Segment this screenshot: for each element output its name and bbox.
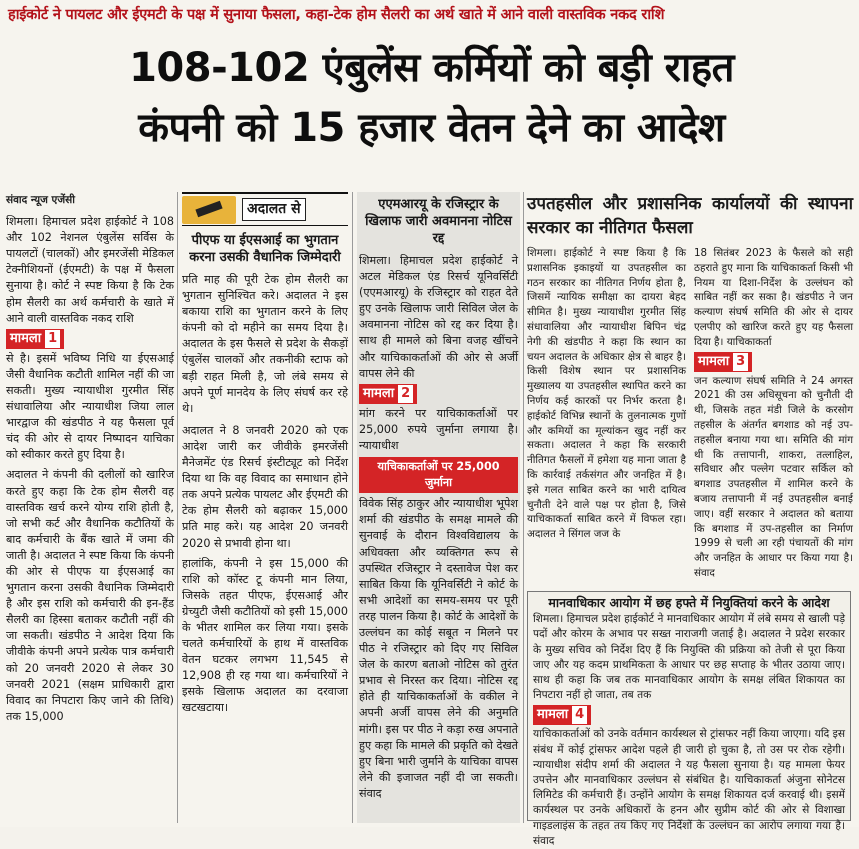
- section-tag-box: [182, 192, 348, 226]
- col2-paragraph-2: अदालत ने 8 जनवरी 2020 को एक आदेश जारी कर जीवीके इमरजेंसी मैनेजमेंट एंड रिसर्च इंस्टीट्यूट को निर्देश दिया था कि वह विवाद का समाधान होने तक अपने प्रत्येक पायलट और ईएमटी की टेक होम सैलरी को बढ़ाकर 15,000 प्रति माह करे। यह आदेश 20 जनवरी 2020 से प्रभावी होना था।: [182, 423, 348, 550]
- case-badge-2: [359, 382, 518, 406]
- case-badge-label: मामला: [10, 330, 42, 346]
- col4-right-block: [694, 246, 853, 581]
- col4-left-text: शिमला। हाईकोर्ट ने स्पष्ट किया है कि प्रशासनिक इकाइयों या उपतहसील का गठन सरकार का नीतिगत निर्णय होता है, जिसमें न्यायिक समीक्षा का दायरा बेहद सीमित है। मुख्य न्यायाधीश गुरमीत सिंह संधावालिया और न्यायाधीश बिपिन चंद्र नेगी की खंडपीठ ने कहा कि स्थान का चयन अदालत के अधिकार क्षेत्र से बाहर है। किसी विशेष स्थान पर प्रशासनिक मुख्यालय या उपतहसील स्थापित करने का निर्णय कई कारकों पर निर्भर करता है। हाईकोर्ट विभिन्न स्थानों के तुलनात्मक गुणों और कमियों का मूल्यांकन खुद नहीं कर सकता। अदालत ने कहा कि सरकारी नीतिगत फैसलों में हमेशा यह माना जाता है कि कार्रवाई तर्कसंगत और जनहित में है। इसे गलत साबित करने का भारी दायित्व चुनौती देने वाले पक्ष पर होता है, जिसे याचिकाकर्ता साबित करने में विफल रहा। अदालत ने सिंगल जज के: [527, 247, 686, 541]
- fine-highlight: याचिकाकर्ताओं पर 25,000 जुर्माना: [359, 457, 518, 493]
- col1-paragraph-2: अदालत ने कंपनी की दलीलों को खारिज करते हुए कहा कि टेक होम सैलरी वह वास्तविक खर्च करने योग्य राशि होती है, जो सभी कर्ट और वैधानिक कटौतियों के बाद कर्मचारी के बैंक खाते में जमा की जाती है। अदालत ने स्पष्ट किया कि कंपनी की ओर से पीएफ या ईएसआई का भुगतान करना उसकी वैधानिक जिम्मेदारी है और इस राशि को कर्मचारी की इन-हैंड सैलरी का हिस्सा बताकर कटौती नहीं की जा सकती। खंडपीठ ने आदेश दिया कि जीवीके कंपनी अपने प्रत्येक पात्र कर्मचारी को 20 जनवरी 2020 से लेकर 30 जनवरी 2021 (सक्षम प्राधिकारी द्वारा विवाद का निपटारा किए जाने की तिथि) तक 15,000: [6, 468, 174, 723]
- column-divider: [352, 192, 353, 823]
- case-badge-3: [694, 350, 853, 374]
- story-column-1: [6, 192, 174, 823]
- col2-paragraph-1: प्रति माह की पूरी टेक होम सैलरी का भुगतान सुनिश्चित करे। अदालत ने इस बकाया राशि का भुगतान करने के लिए कंपनी को दो महीने का समय दिया है। अदालत के इस फैसले से प्रदेश के सैकड़ों एंबुलेंस चालकों और तकनीकी स्टाफ को बड़ी राहत मिली है, जो लंबे समय से अपने पूर्ण मानदेय के लिए संघर्ष कर रहे थे।: [182, 273, 348, 415]
- col4-right-text-a: 18 सितंबर 2023 के फैसले को सही ठहराते हुए माना कि याचिकाकर्ता किसी भी नियम या दिशा-निर्देश के उल्लंघन को साबित नहीं कर सका है। खंडपीठ ने जन कल्याण संघर्ष समिति की ओर से दायर एलपीए को खारिज करते हुए यह फैसला दिया है। याचिकाकर्ता: [694, 247, 853, 348]
- headline-line-1: 108-102 एंबुलेंस कर्मियों को बड़ी राहत: [129, 45, 734, 91]
- case-badge-1: [6, 327, 174, 351]
- case-badge-4: [533, 703, 845, 727]
- col4-body: [527, 246, 853, 581]
- case-badge-label: मामला: [537, 707, 569, 723]
- story-column-3: [357, 192, 520, 823]
- col2-subheadline: पीएफ या ईएसआई का भुगतान करना उसकी वैधानिक जिम्मेदारी: [189, 233, 341, 265]
- col1-paragraph-1: शिमला। हिमाचल प्रदेश हाईकोर्ट ने 108 और 102 नेशनल एंबुलेंस सर्विस के पायलटों (चालकों) और इमरजेंसी मेडिकल टेक्नीशियनों (ईएमटी) के पक्ष में फैसला सुनाया है। कोर्ट ने स्पष्ट किया है कि टेक होम सैलरी का अर्थ कर्मचारी के खाते में आने वाली वास्तविक नकद राशि: [6, 215, 174, 325]
- main-headline: [18, 38, 845, 158]
- col3-paragraph-1: शिमला। हिमाचल प्रदेश हाईकोर्ट ने अटल मेडिकल एंड रिसर्च यूनिवर्सिटी (एएमआरयू) के रजिस्ट्रार को राहत देते हुए उनके खिलाफ जारी सिविल जेल के अवमानना नोटिस को रद्द कर दिया है। साथ ही मामले को बिना वजह खींचने और याचिकाकर्ताओं की ओर से अर्जी वापस लेने की: [359, 254, 518, 380]
- byline: संवाद न्यूज एजेंसी: [6, 194, 75, 206]
- col2-paragraph-3: हालांकि, कंपनी ने इस 15,000 की राशि को कॉस्ट टू कंपनी मान लिया, जिसके तहत पीएफ, ईएसआई और ग्रेच्युटी जैसी कटौतियों को इसी 15,000 के भीतर शामिल कर लिया गया। इसके चलते कर्मचारियों के हाथ में वास्तविक वेतन घटकर लगभग 11,545 से 12,908 ही रह गया था। कर्मचारियों ने इसके खिलाफ अदालत का दरवाजा खटखटाया।: [182, 556, 348, 715]
- column-divider: [523, 192, 524, 823]
- case-badge-number: 3: [733, 353, 748, 371]
- gavel-icon: [182, 196, 236, 224]
- kicker-line: हाईकोर्ट ने पायलट और ईएमटी के पक्ष में सुनाया फैसला, कहा-टेक होम सैलरी का अर्थ खाते में आने वाली वास्तविक नकद राशि: [8, 7, 665, 23]
- box4-paragraph-1b: याचिकाकर्ताओं को उनके वर्तमान कार्यस्थल से ट्रांसफर नहीं किया जाएगा। यदि इस संबंध में कोई ट्रांसफर आदेश पहले ही जारी हो चुका है, तो उस पर रोक रहेगी। न्यायाधीश संदीप शर्मा की अदालत ने यह फैसला सुनाया है। यह मामला फेयर उपत्तेन और मानवाधिकार उल्लंघन से संबंधित है। याचिकाकर्ता अंजुना सोनेटस लिमिटेड की कर्मचारी हैं। उन्होंने आयोग के समक्ष शिकायत दर्ज करवाई थी। इसमें कार्यस्थल पर उनके अधिकारों के हनन और सुप्रीम कोर्ट की ओर से विशाखा गाइडलाइंस के तहत तय किए गए निर्देशों के उल्लंघन का आरोप लगाया गया है। संवाद: [533, 728, 845, 847]
- case-badge-number: 4: [572, 706, 587, 724]
- col3-headline: एएमआरयू के रजिस्ट्रार के खिलाफ जारी अवमानना नोटिस रद्द: [365, 197, 512, 246]
- case-badge-label: मामला: [698, 353, 730, 369]
- col4-right-text-b: जन कल्याण संघर्ष समिति ने 24 अगस्त 2021 की उस अधिसूचना को चुनौती दी थी, जिसके तहत मंडी जिले के करसोग तहसील के अंतर्गत बगशाड को नई उप-तहसील बनाया गया था। समिति की मांग थी कि तत्तापानी, शाकरा, तत्लाहिल, सविधार और पल्लेग पटवार सर्किल को बगशाड उपतहसील में शामिल करने के बजाय तत्तापानी में नई उपतहसील बनाई जाए। वहीं सरकार ने अदालत को बताया कि बगशाड में उप-तहसील का निर्माण 1999 से चली आ रही पंचायतों की मांग और जनहित के आधार पर किया गया है। संवाद: [694, 374, 853, 579]
- headline-line-2: कंपनी को 15 हजार वेतन देने का आदेश: [138, 105, 725, 151]
- col4-headline: उपतहसील और प्रशासनिक कार्यालयों की स्थापना सरकार का नीतिगत फैसला: [527, 194, 853, 238]
- box4-paragraph-1: शिमला। हिमाचल प्रदेश हाईकोर्ट ने मानवाधिकार आयोग में लंबे समय से खाली पड़े पदों और कोरम के अभाव पर सख्त नाराजगी जताई है। अदालत ने प्रदेश सरकार के मुख्य सचिव को निर्देश दिए हैं कि नियुक्ति की प्रक्रिया को तेजी से पूरा किया जाए और यह कदम प्राथमिकता के आधार पर छह सप्ताह के भीतर उठाया जाए। साथ ही कहा कि जब तक मानवाधिकार आयोग के समक्ष लंबित शिकायत का निपटारा नहीं हो जाता, तब तक: [533, 613, 845, 702]
- case-badge-number: 2: [398, 385, 413, 403]
- col3-paragraph-2: विवेक सिंह ठाकुर और न्यायाधीश भूपेश शर्मा की खंडपीठ के समक्ष मामले की सुनवाई के दौरान विश्वविद्यालय के अधिवक्ता और व्यक्तिगत रूप से उपस्थित रजिस्ट्रार ने दस्तावेज पेश कर साबित किया कि यूनिवर्सिटी ने कोर्ट के सभी आदेशों का समय-समय पर पूरी तरह पालन किया है। कोर्ट के आदेशों के उल्लंघन का कोई सबूत न मिलने पर पीठ ने रजिस्ट्रार को दिए गए सिविल जेल के कारण बताओ नोटिस को तुरंत प्रभाव से निरस्त कर दिया। नोटिस रद्द होते ही याचिकाकर्ताओं के वकील ने अपनी अर्जी वापस लेने की अनुमति मांगी। इस पर पीठ ने कड़ा रुख अपनाते हुए कहा कि मामले की प्रकृति को देखते हुए बिना भारी जुर्माने के याचिका वापस लेने की इजाजत नहीं दी जा सकती। संवाद: [359, 497, 518, 800]
- column-divider: [177, 192, 178, 823]
- case-badge-number: 1: [45, 330, 60, 348]
- box4-headline: मानवाधिकार आयोग में छह हफ्ते में नियुक्तियां करने के आदेश: [548, 595, 830, 610]
- col3-paragraph-1b: मांग करने पर याचिकाकर्ताओं पर 25,000 रुपये जुर्माना लगाया है। न्यायाधीश: [359, 406, 518, 452]
- section-tag: अदालत से: [242, 198, 306, 220]
- col1-paragraph-1b: से है। इसमें भविष्य निधि या ईएसआई जैसी वैधानिक कटौती शामिल नहीं की जा सकती। मुख्य न्यायाधीश गुरमीत सिंह संधावालिया और न्यायाधीश जिया लाल भारद्वाज की खंडपीठ ने यह फैसला पूर्व चंद की ओर से दायर निष्पादन याचिका को स्वीकार करते हुए दिया है।: [6, 351, 174, 462]
- story-column-2: [182, 192, 348, 823]
- human-rights-story: [527, 591, 851, 847]
- case-badge-label: मामला: [363, 385, 395, 401]
- story-column-4: [527, 192, 853, 586]
